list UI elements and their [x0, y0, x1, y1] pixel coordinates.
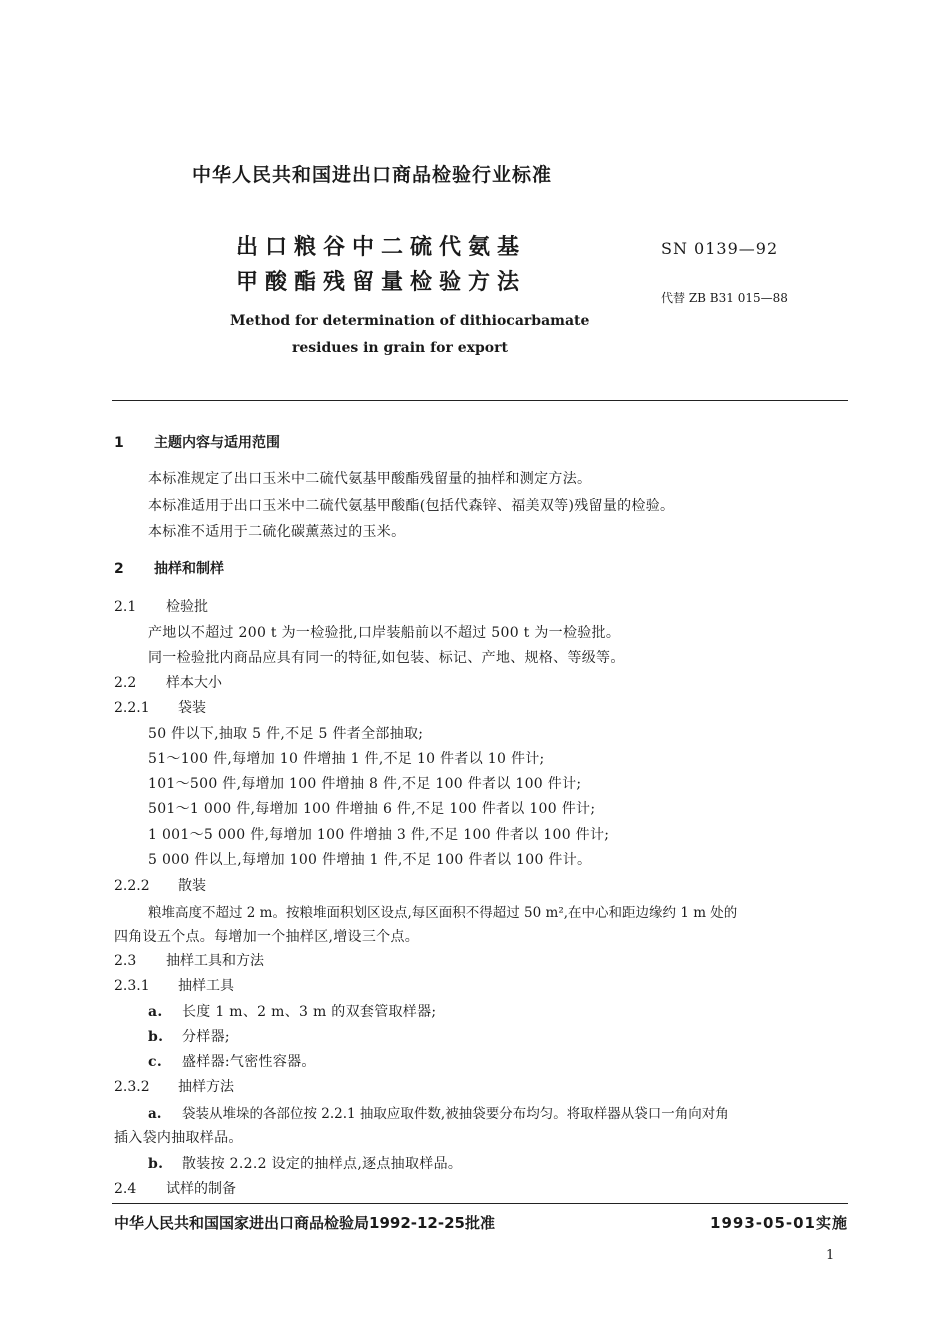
item-text: 盛样器:气密性容器。 [182, 1054, 316, 1070]
item-marker: b. [148, 1156, 164, 1172]
section-title: 主题内容与适用范围 [154, 435, 280, 451]
replaces-note: 代替 ZB B31 015—88 [661, 291, 788, 305]
paragraph: 同一检验批内商品应具有同一的特征,如包装、标记、产地、规格、等级等。 [148, 650, 625, 666]
section-number: 2.2.1 [114, 700, 150, 716]
list-item: 5 000 件以上,每增加 100 件增抽 1 件,不足 100 件者以 100 件计。 [148, 852, 592, 868]
approval-line: 中华人民共和国国家进出口商品检验局1992-12-25批准 [114, 1214, 495, 1232]
section-2-3-1-heading [114, 975, 234, 995]
section-1-heading [114, 432, 280, 452]
item-text: 长度 1 m、2 m、3 m 的双套管取样器; [182, 1004, 437, 1020]
paragraph: 本标准不适用于二硫化碳薰蒸过的玉米。 [148, 524, 406, 540]
list-item: 101～500 件,每增加 100 件增抽 8 件,不足 100 件者以 100 件计; [148, 776, 582, 792]
list-item [148, 1026, 230, 1046]
section-number: 2.2.2 [114, 878, 150, 894]
header-divider [112, 400, 848, 401]
item-text: 袋装从堆垛的各部位按 2.2.1 抽取应取件数,被抽袋要分布均匀。将取样器从袋口一角向对角 [182, 1106, 729, 1122]
section-number: 2.4 [114, 1181, 137, 1197]
list-item: 501～1 000 件,每增加 100 件增抽 6 件,不足 100 件者以 100 件计; [148, 801, 596, 817]
section-number: 2.3.1 [114, 978, 150, 994]
section-2-2-1-heading [114, 697, 206, 717]
effective-date: 1993-05-01实施 [710, 1214, 848, 1232]
item-marker: c. [148, 1054, 162, 1070]
paragraph: 产地以不超过 200 t 为一检验批,口岸装船前以不超过 500 t 为一检验批。 [148, 625, 621, 641]
list-item [148, 1051, 316, 1071]
standard-number: SN 0139—92 [661, 239, 779, 258]
section-title: 袋装 [178, 700, 206, 716]
section-2-heading [114, 558, 224, 578]
paragraph-continuation: 四角设五个点。每增加一个抽样区,增设三个点。 [114, 929, 420, 945]
org-title: 中华人民共和国进出口商品检验行业标准 [192, 164, 553, 186]
section-title: 试样的制备 [166, 1181, 236, 1197]
item-marker: a. [148, 1106, 162, 1122]
section-number: 2.2 [114, 675, 137, 691]
list-item: 51～100 件,每增加 10 件增抽 1 件,不足 10 件者以 10 件计; [148, 751, 545, 767]
doc-title-line1: 出口粮谷中二硫代氨基 [236, 235, 527, 260]
section-number: 1 [114, 435, 124, 451]
english-title-line2: residues in grain for export [292, 340, 508, 356]
section-title: 抽样方法 [178, 1079, 234, 1095]
section-2-1-heading [114, 596, 208, 616]
item-text: 散装按 2.2.2 设定的抽样点,逐点抽取样品。 [182, 1156, 463, 1172]
footer-divider [112, 1203, 848, 1204]
section-title: 检验批 [166, 599, 208, 615]
section-2-2-2-heading [114, 875, 206, 895]
section-title: 抽样和制样 [154, 561, 224, 577]
item-text: 分样器; [182, 1029, 230, 1045]
section-number: 2 [114, 561, 124, 577]
section-number: 2.1 [114, 599, 137, 615]
section-2-3-heading [114, 950, 264, 970]
english-title-line1: Method for determination of dithiocarbamate [230, 313, 590, 329]
doc-title-line2: 甲酸酯残留量检验方法 [236, 270, 527, 295]
paragraph: 本标准适用于出口玉米中二硫代氨基甲酸酯(包括代森锌、福美双等)残留量的检验。 [148, 498, 675, 514]
section-number: 2.3 [114, 953, 137, 969]
section-title: 样本大小 [166, 675, 222, 691]
list-item: 50 件以下,抽取 5 件,不足 5 件者全部抽取; [148, 726, 424, 742]
section-2-4-heading [114, 1178, 236, 1198]
page-number: 1 [826, 1248, 835, 1263]
paragraph-continuation: 插入袋内抽取样品。 [114, 1130, 243, 1146]
list-item [148, 1102, 729, 1122]
item-marker: a. [148, 1004, 163, 1020]
paragraph: 本标准规定了出口玉米中二硫代氨基甲酸酯残留量的抽样和测定方法。 [148, 471, 592, 487]
item-marker: b. [148, 1029, 164, 1045]
section-title: 散装 [178, 878, 206, 894]
section-title: 抽样工具和方法 [166, 953, 264, 969]
section-2-3-2-heading [114, 1076, 234, 1096]
list-item: 1 001～5 000 件,每增加 100 件增抽 3 件,不足 100 件者以 100 件计; [148, 827, 610, 843]
list-item [148, 1153, 462, 1173]
section-2-2-heading [114, 672, 222, 692]
section-number: 2.3.2 [114, 1079, 150, 1095]
section-title: 抽样工具 [178, 978, 234, 994]
paragraph: 粮堆高度不超过 2 m。按粮堆面积划区设点,每区面积不得超过 50 m²,在中心和距边缘约 1 m 处的 [148, 905, 738, 921]
list-item [148, 1001, 436, 1021]
